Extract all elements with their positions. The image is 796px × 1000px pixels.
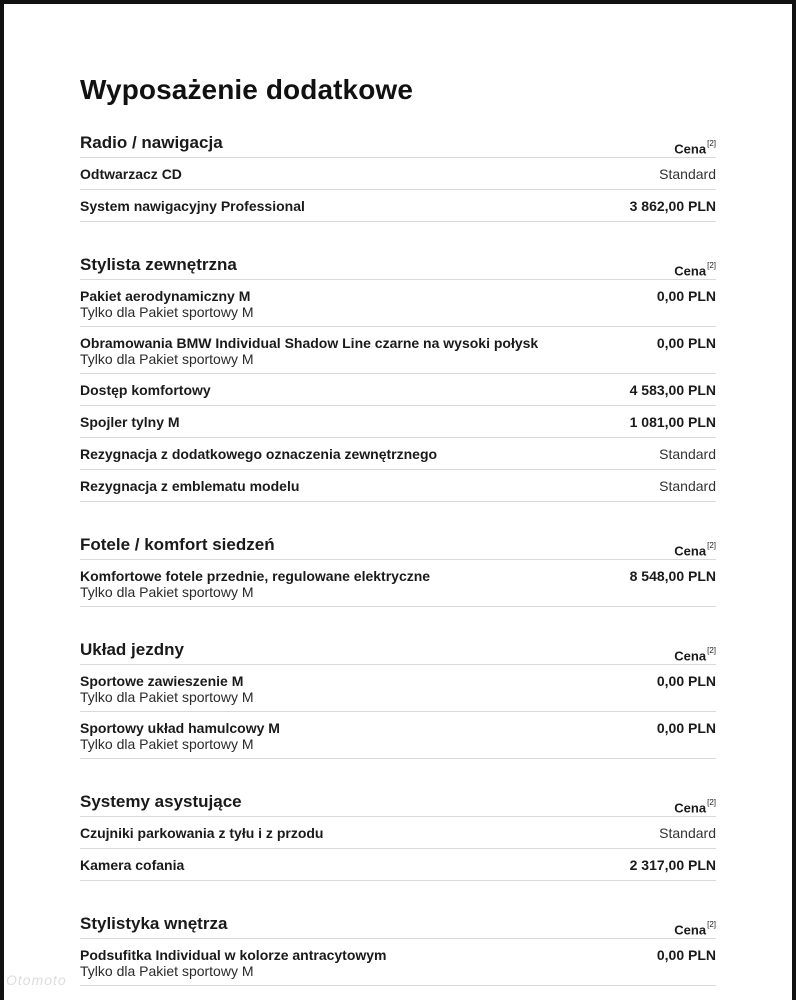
section-spacer bbox=[80, 881, 716, 913]
equipment-name: Rezygnacja z emblematu modelu bbox=[80, 478, 300, 494]
section-spacer bbox=[80, 502, 716, 534]
equipment-section bbox=[80, 791, 716, 881]
right-border bbox=[792, 0, 796, 1000]
equipment-note: Tylko dla Pakiet sportowy M bbox=[80, 304, 254, 320]
equipment-row bbox=[80, 817, 716, 849]
equipment-name: Odtwarzacz CD bbox=[80, 166, 182, 182]
equipment-row bbox=[80, 470, 716, 502]
equipment-row-text bbox=[80, 382, 211, 398]
equipment-note: Tylko dla Pakiet sportowy M bbox=[80, 689, 254, 705]
price-column-header bbox=[674, 138, 716, 156]
equipment-price: Standard bbox=[659, 478, 716, 494]
equipment-note: Tylko dla Pakiet sportowy M bbox=[80, 736, 254, 752]
section-header bbox=[80, 254, 716, 280]
equipment-note: Tylko dla Pakiet sportowy M bbox=[80, 963, 254, 979]
equipment-row-text bbox=[80, 720, 280, 752]
equipment-price: 8 548,00 PLN bbox=[629, 568, 716, 584]
section-spacer bbox=[80, 222, 716, 254]
section-title: Układ jezdny bbox=[80, 640, 184, 659]
equipment-note: Tylko dla Pakiet sportowy M bbox=[80, 351, 254, 367]
equipment-row-text bbox=[80, 478, 299, 494]
equipment-name: Rezygnacja z dodatkowego oznaczenia zewnętrznego bbox=[80, 446, 438, 462]
equipment-section bbox=[80, 132, 716, 222]
section-header bbox=[80, 913, 716, 939]
section-spacer bbox=[80, 607, 716, 639]
page-title: Wyposażenie dodatkowe bbox=[80, 74, 413, 105]
price-footnote-ref[interactable]: [2] bbox=[707, 919, 716, 929]
equipment-note: Tylko dla Pakiet sportowy M bbox=[80, 584, 254, 600]
price-footnote-ref[interactable]: [2] bbox=[707, 260, 716, 270]
price-header-label: Cena bbox=[674, 263, 707, 278]
equipment-row bbox=[80, 849, 716, 881]
equipment-row bbox=[80, 438, 716, 470]
equipment-row-text bbox=[80, 568, 430, 600]
equipment-name: Dostęp komfortowy bbox=[80, 382, 211, 398]
section-header bbox=[80, 791, 716, 817]
equipment-row bbox=[80, 406, 716, 438]
price-header-label: Cena bbox=[674, 141, 707, 156]
equipment-price: 0,00 PLN bbox=[656, 947, 716, 963]
equipment-name: Obramowania BMW Individual Shadow Line czarne na wysoki połysk bbox=[80, 335, 539, 351]
equipment-document bbox=[80, 70, 716, 986]
equipment-name: Pakiet aerodynamiczny M bbox=[80, 288, 251, 304]
equipment-row-text bbox=[80, 947, 387, 979]
equipment-row bbox=[80, 190, 716, 222]
price-footnote-ref[interactable]: [2] bbox=[707, 797, 716, 807]
left-border bbox=[0, 0, 4, 1000]
price-column-header bbox=[674, 260, 716, 278]
equipment-row bbox=[80, 560, 716, 607]
equipment-price: Standard bbox=[659, 166, 716, 182]
equipment-row-text bbox=[80, 414, 180, 430]
equipment-price: 2 317,00 PLN bbox=[629, 857, 716, 873]
equipment-row-text bbox=[80, 288, 254, 320]
equipment-price: Standard bbox=[659, 825, 716, 841]
equipment-section bbox=[80, 913, 716, 986]
section-title: Systemy asystujące bbox=[80, 792, 242, 811]
price-column-header bbox=[674, 540, 716, 558]
price-footnote-ref[interactable]: [2] bbox=[707, 540, 716, 550]
price-header-label: Cena bbox=[674, 922, 707, 937]
equipment-row-text bbox=[80, 166, 182, 182]
equipment-row bbox=[80, 374, 716, 406]
equipment-row bbox=[80, 158, 716, 190]
equipment-name: System nawigacyjny Professional bbox=[80, 198, 305, 214]
equipment-price: Standard bbox=[659, 446, 716, 462]
price-column-header bbox=[674, 919, 716, 937]
price-column-header bbox=[674, 645, 716, 663]
equipment-name: Sportowe zawieszenie M bbox=[80, 673, 244, 689]
equipment-row-text bbox=[80, 335, 538, 367]
top-border bbox=[0, 0, 796, 4]
equipment-price: 4 583,00 PLN bbox=[629, 382, 716, 398]
price-footnote-ref[interactable]: [2] bbox=[707, 645, 716, 655]
equipment-section bbox=[80, 254, 716, 502]
equipment-price: 0,00 PLN bbox=[656, 288, 716, 304]
equipment-row bbox=[80, 712, 716, 759]
equipment-price: 1 081,00 PLN bbox=[629, 414, 716, 430]
equipment-row-text bbox=[80, 198, 305, 214]
equipment-name: Kamera cofania bbox=[80, 857, 185, 873]
equipment-section bbox=[80, 639, 716, 759]
equipment-name: Sportowy układ hamulcowy M bbox=[80, 720, 280, 736]
price-column-header bbox=[674, 797, 716, 815]
equipment-row-text bbox=[80, 825, 323, 841]
equipment-name: Podsufitka Individual w kolorze antracytowym bbox=[80, 947, 387, 963]
equipment-name: Spojler tylny M bbox=[80, 414, 180, 430]
section-title: Stylista zewnętrzna bbox=[80, 255, 237, 274]
section-title: Fotele / komfort siedzeń bbox=[80, 535, 275, 554]
equipment-row-text bbox=[80, 857, 184, 873]
price-header-label: Cena bbox=[674, 800, 707, 815]
equipment-name: Czujniki parkowania z tyłu i z przodu bbox=[80, 825, 324, 841]
section-header bbox=[80, 132, 716, 158]
equipment-row-text bbox=[80, 673, 254, 705]
section-header bbox=[80, 534, 716, 560]
equipment-row bbox=[80, 665, 716, 712]
price-header-label: Cena bbox=[674, 543, 707, 558]
equipment-section bbox=[80, 534, 716, 607]
section-spacer bbox=[80, 759, 716, 791]
equipment-row bbox=[80, 327, 716, 374]
equipment-price: 0,00 PLN bbox=[656, 720, 716, 736]
price-footnote-ref[interactable]: [2] bbox=[707, 138, 716, 148]
equipment-price: 3 862,00 PLN bbox=[629, 198, 716, 214]
section-title: Radio / nawigacja bbox=[80, 133, 223, 152]
equipment-name: Komfortowe fotele przednie, regulowane elektryczne bbox=[80, 568, 431, 584]
watermark: Otomoto bbox=[6, 972, 67, 988]
section-title: Stylistyka wnętrza bbox=[80, 914, 228, 933]
equipment-price: 0,00 PLN bbox=[656, 673, 716, 689]
equipment-row bbox=[80, 939, 716, 986]
equipment-row bbox=[80, 280, 716, 327]
equipment-price: 0,00 PLN bbox=[656, 335, 716, 351]
equipment-row-text bbox=[80, 446, 437, 462]
sections-container bbox=[80, 132, 716, 986]
section-header bbox=[80, 639, 716, 665]
price-header-label: Cena bbox=[674, 648, 707, 663]
